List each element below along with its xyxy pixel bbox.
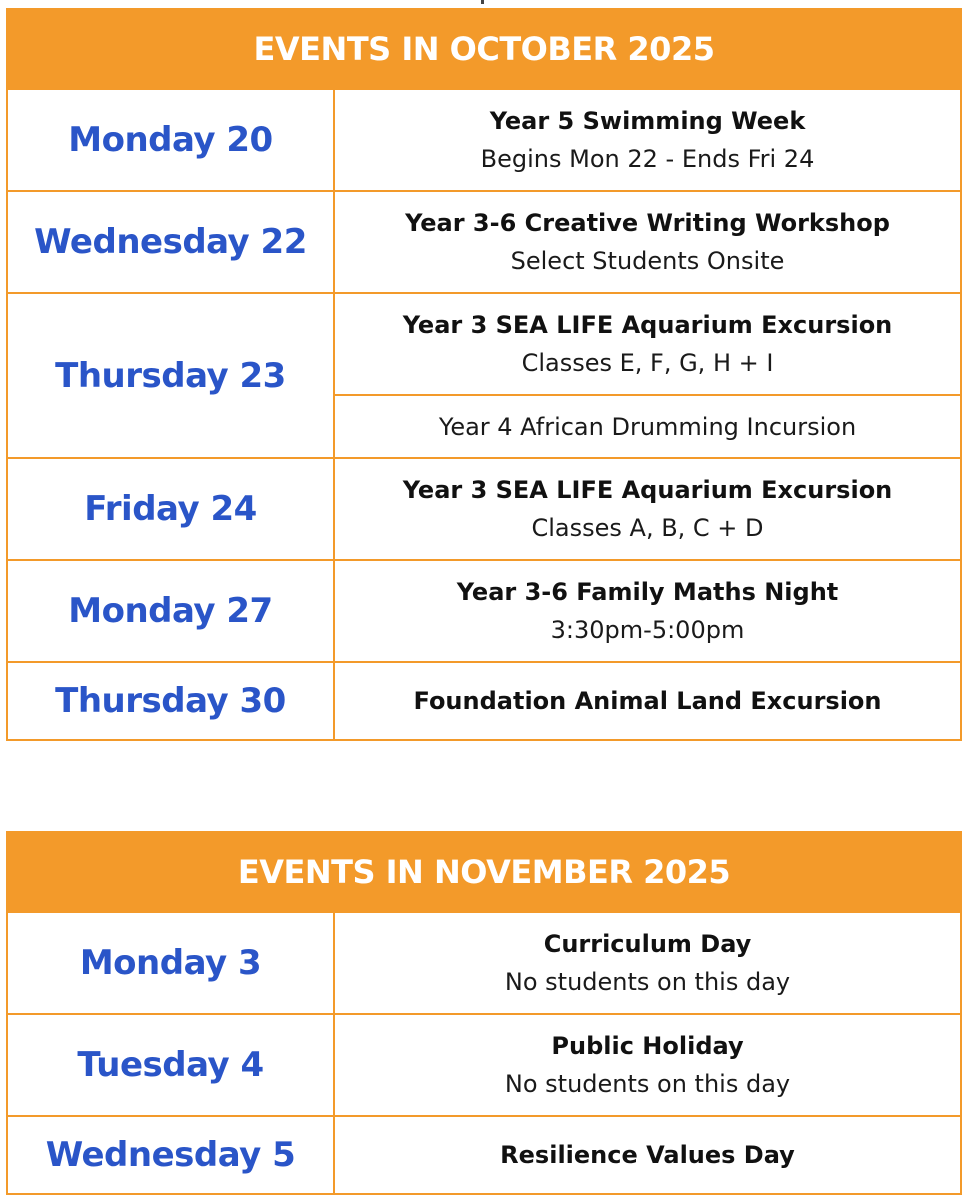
november-events-table xyxy=(6,831,962,1195)
event-detail: Year 4 African Drumming Incursion xyxy=(438,412,857,441)
event-cell xyxy=(334,560,961,662)
event-cell xyxy=(334,1116,961,1194)
event-day: Monday 20 xyxy=(7,89,334,191)
event-detail: Classes A, B, C + D xyxy=(531,514,764,542)
event-detail: Classes E, F, G, H + I xyxy=(521,349,774,377)
event-day: Monday 27 xyxy=(7,560,334,662)
table-row xyxy=(7,662,961,740)
table-row xyxy=(7,1014,961,1116)
event-title: Year 5 Swimming Week xyxy=(489,107,806,135)
event-title: Year 3 SEA LIFE Aquarium Excursion xyxy=(402,311,893,339)
top-edge-mark xyxy=(481,0,484,4)
event-title: Curriculum Day xyxy=(543,930,752,958)
event-day: Friday 24 xyxy=(7,458,334,560)
event-day: Thursday 23 xyxy=(7,293,334,458)
event-cell xyxy=(334,293,961,395)
event-day: Thursday 30 xyxy=(7,662,334,740)
event-day: Tuesday 4 xyxy=(7,1014,334,1116)
november-heading: EVENTS IN NOVEMBER 2025 xyxy=(7,832,961,912)
table-row xyxy=(7,191,961,293)
event-day: Monday 3 xyxy=(7,912,334,1014)
table-row xyxy=(7,293,961,395)
event-detail: No students on this day xyxy=(504,1070,791,1098)
event-cell xyxy=(334,912,961,1014)
table-row xyxy=(7,560,961,662)
event-detail: 3:30pm-5:00pm xyxy=(550,616,745,644)
event-day: Wednesday 22 xyxy=(7,191,334,293)
event-title: Year 3-6 Creative Writing Workshop xyxy=(405,209,890,237)
event-detail: No students on this day xyxy=(504,968,791,996)
table-row xyxy=(7,912,961,1014)
event-cell xyxy=(334,458,961,560)
event-title: Year 3 SEA LIFE Aquarium Excursion xyxy=(402,476,893,504)
table-row xyxy=(7,1116,961,1194)
event-cell xyxy=(334,662,961,740)
event-cell xyxy=(334,395,961,458)
event-cell xyxy=(334,1014,961,1116)
event-cell xyxy=(334,191,961,293)
event-title: Resilience Values Day xyxy=(500,1141,795,1169)
event-day: Wednesday 5 xyxy=(7,1116,334,1194)
event-title: Foundation Animal Land Excursion xyxy=(413,687,882,715)
event-detail: Begins Mon 22 - Ends Fri 24 xyxy=(480,145,815,173)
event-title: Public Holiday xyxy=(551,1032,744,1060)
event-title: Year 3-6 Family Maths Night xyxy=(456,578,839,606)
event-cell xyxy=(334,89,961,191)
table-row xyxy=(7,458,961,560)
table-row xyxy=(7,89,961,191)
event-detail: Select Students Onsite xyxy=(510,247,785,275)
october-heading: EVENTS IN OCTOBER 2025 xyxy=(7,9,961,89)
october-events-table xyxy=(6,8,962,741)
